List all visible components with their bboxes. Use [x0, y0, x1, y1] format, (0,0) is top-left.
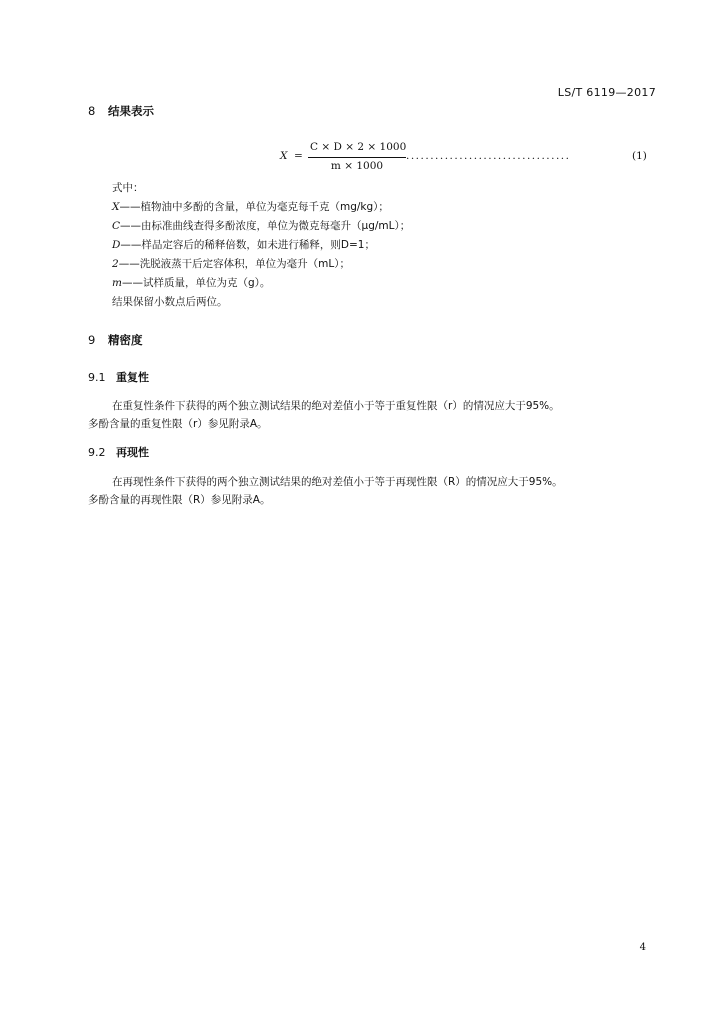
section-9-heading	[88, 332, 143, 348]
subsection-9-2-heading	[88, 444, 149, 460]
section-8-title: 结果表示	[108, 104, 154, 118]
variable-definition	[112, 256, 350, 271]
variable-description: ——试样质量，单位为克（g）。	[121, 277, 271, 289]
formula-numerator: C × D × 2 × 1000	[310, 141, 407, 153]
variable-definition	[112, 275, 270, 290]
variable-description: ——洗脱液蒸干后定容体积，单位为毫升（mL）；	[118, 258, 351, 270]
variable-symbol: 2	[112, 258, 119, 270]
variable-symbol: D	[112, 239, 121, 251]
formula-denominator: m × 1000	[330, 160, 384, 172]
variable-symbol: X	[112, 201, 120, 213]
document-code: LS/T 6119—2017	[557, 86, 656, 99]
variable-definition	[112, 199, 389, 214]
page-number: 4	[639, 942, 646, 953]
subsection-9-1-number: 9.1	[88, 371, 106, 384]
variable-description: ——样品定容后的稀释倍数，如未进行稀释，则D=1；	[120, 239, 375, 251]
subsection-9-2-title: 再现性	[116, 446, 149, 459]
variable-description: ——植物油中多酚的含量，单位为毫克每千克（mg/kg）；	[119, 201, 389, 213]
repeatability-paragraph-line-2: 多酚含量的重复性限（r）参见附录A。	[88, 418, 268, 430]
rounding-note: 结果保留小数点后两位。	[112, 296, 228, 308]
where-label: 式中：	[112, 182, 144, 194]
section-9-number: 9	[88, 333, 96, 347]
section-8-heading	[88, 103, 154, 119]
reproducibility-paragraph-line-2: 多酚含量的再现性限（R）参见附录A。	[88, 494, 271, 506]
formula-leader-dots: ..................................	[406, 150, 571, 162]
reproducibility-paragraph-line-1: 在再现性条件下获得的两个独立测试结果的绝对差值小于等于再现性限（R）的情况应大于95%。	[112, 476, 563, 488]
variable-symbol: C	[112, 220, 121, 232]
section-9-title: 精密度	[108, 333, 143, 347]
variable-definition	[112, 237, 375, 252]
variable-definition	[112, 218, 410, 233]
formula-equals: =	[294, 150, 303, 162]
variable-description: ——由标准曲线查得多酚浓度，单位为微克每毫升（μg/mL）；	[120, 220, 411, 232]
subsection-9-2-number: 9.2	[88, 446, 106, 459]
subsection-9-1-heading	[88, 369, 149, 385]
repeatability-paragraph-line-1: 在重复性条件下获得的两个独立测试结果的绝对差值小于等于重复性限（r）的情况应大于95%。	[112, 400, 560, 412]
variable-symbol: m	[112, 277, 122, 289]
equation-number: (1)	[632, 150, 647, 162]
fraction-bar	[308, 157, 406, 158]
subsection-9-1-title: 重复性	[116, 371, 149, 384]
formula-lhs: X	[280, 150, 288, 162]
section-8-number: 8	[88, 104, 96, 118]
